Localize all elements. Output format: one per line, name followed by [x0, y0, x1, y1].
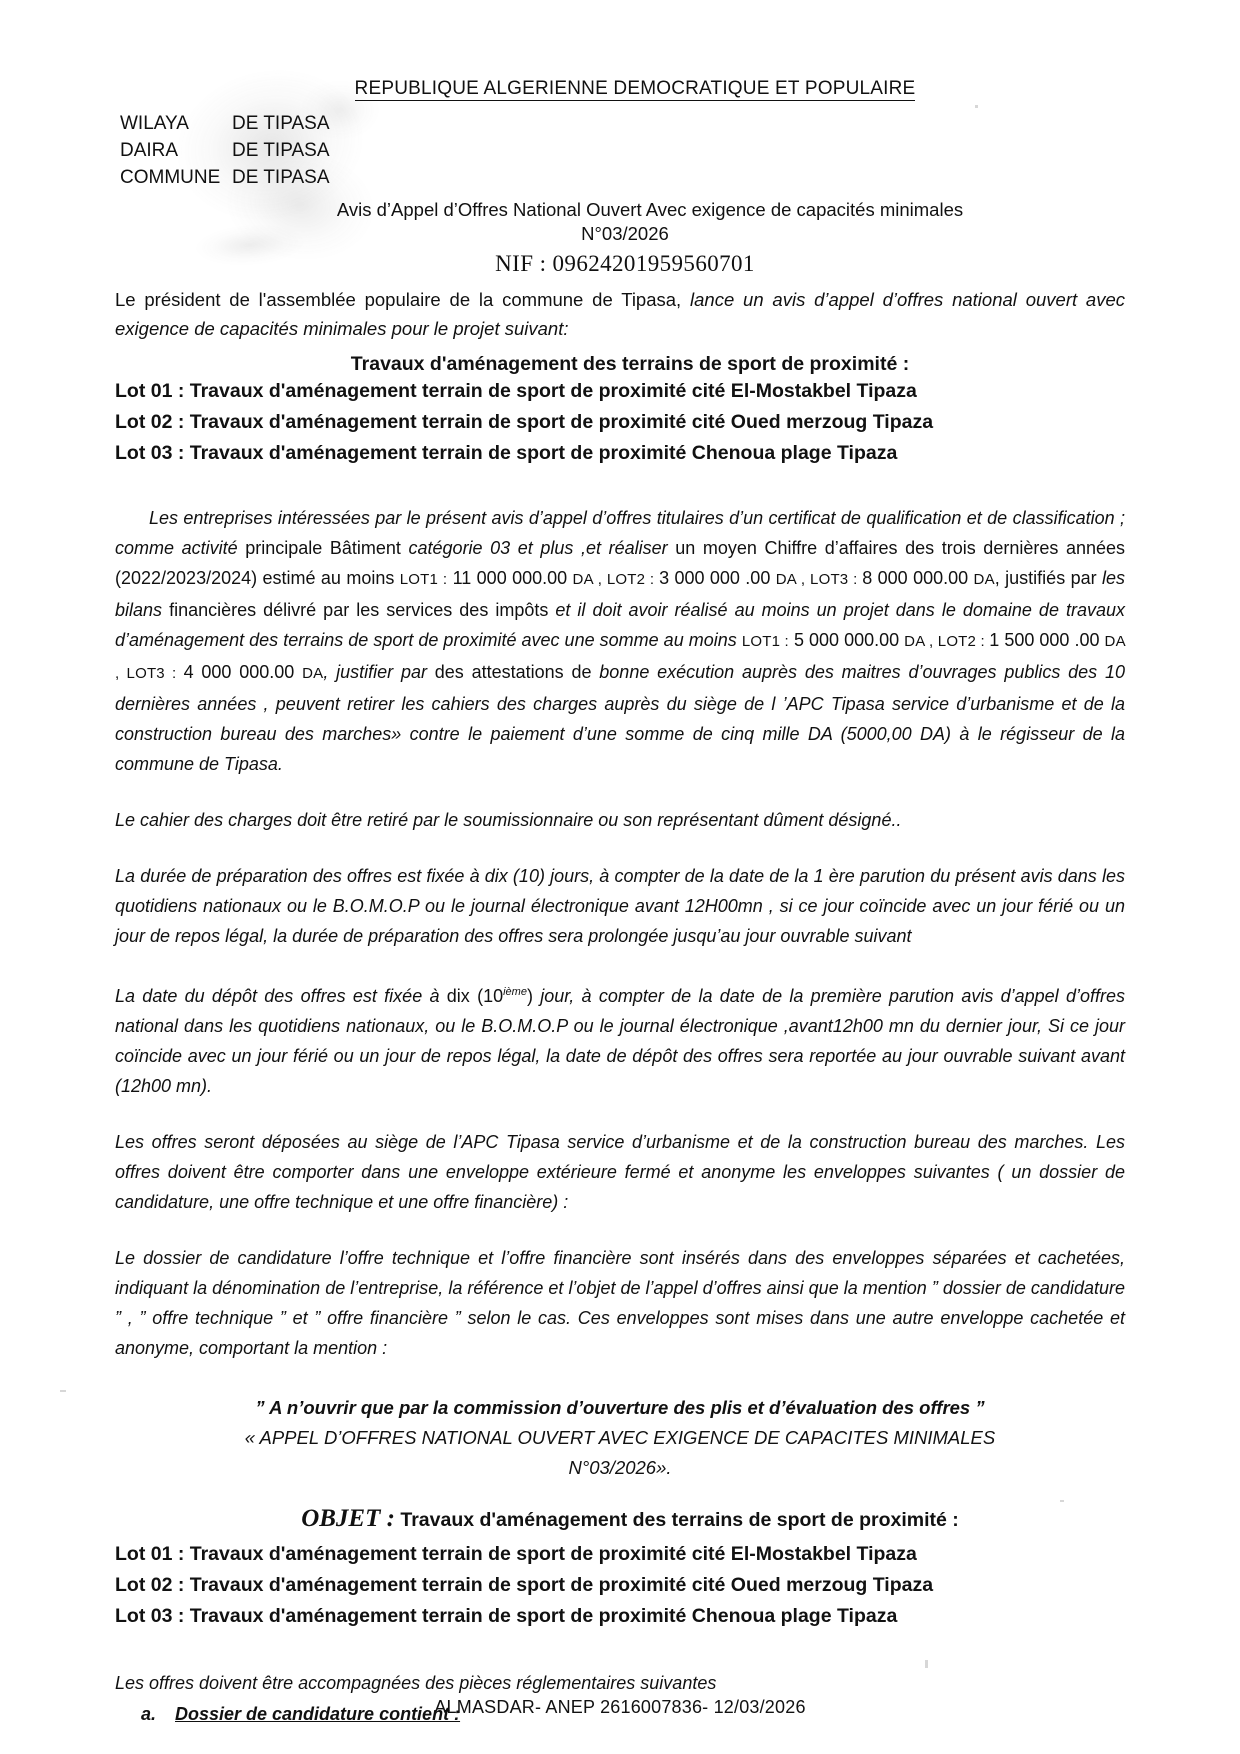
deposit-ordinal-superscript: ième [503, 986, 527, 998]
envelope-mention-line-2: « APPEL D’OFFRES NATIONAL OUVERT AVEC EXIGENCE DE CAPACITES MINIMALES [244, 1427, 996, 1448]
project-lot-3: Lot 03 : Travaux d'aménagement terrain de sport de proximité Chenoua plage Tipaza [115, 442, 898, 464]
intro-italic-part: lance un avis d’appel d’offres national ouvert avec exigence de capacités minimales pour le projet suivant: [115, 289, 1126, 339]
objet-heading [115, 1505, 1125, 1533]
project-lot-1: Lot 01 : Travaux d'aménagement terrain de sport de proximité cité El-Mostakbel Tipaza [115, 380, 917, 402]
admin-label-wilaya: WILAYA [120, 113, 189, 134]
envelope-mention-block [115, 1393, 1125, 1483]
currency-da: DA [1104, 633, 1125, 650]
deposit-seg-d: jour, à compter de la date de la première parution avis d’appel d’offres national dans les quotidiens nationaux, ou le B.O.M.O.P ou le journal électronique ,avant12h00 mn du dernier jour, Si ce jour coïncide avec un jour férié ou un jour de repos légal, la date de dépôt des offres sera reportée au jour ouvrable suivant avant (12h00 mn). [115, 986, 1125, 1096]
item-letter: a. [141, 1704, 157, 1724]
conditions-seg9: , justifier par [323, 662, 435, 682]
preparation-duration-paragraph: La durée de préparation des offres est fixée à dix (10) jours, à compter de la date de la 1 ère parution du présent avis dans les quotidiens nationaux ou le B.O.M.O.P ou le journal électronique avant 12H00mn , si ce jour coïncide avec un jour férié ou un jour de repos légal, la durée de préparation des offres sera prolongée jusqu’au jour ouvrable suivant [115, 866, 1125, 946]
conditions-seg4: un moyen Chiffre d’affaires des trois dernières années (2022/2023/2024) estimé au moins [115, 538, 1126, 588]
objet-lot-1: Lot 01 : Travaux d'aménagement terrain de sport de proximité cité El-Mostakbel Tipaza [115, 1543, 917, 1565]
candidature-file-item [115, 1704, 1125, 1725]
conditions-seg10: des attestations de [434, 662, 600, 682]
deposit-seg-a: La date du dépôt des offres est fixée à [115, 986, 447, 1006]
lot3-label-turnover: , LOT3 : [796, 571, 863, 588]
document-body [115, 503, 1125, 1725]
conditions-paragraph [115, 503, 1125, 779]
conditions-seg5: , justifiés par [994, 568, 1102, 588]
lot2-label-turnover: , LOT2 : [592, 571, 660, 588]
objet-lots-list [115, 1539, 1125, 1632]
project-lot-2: Lot 02 : Travaux d'aménagement terrain de sport de proximité cité Oued merzoug Tipaza [115, 411, 934, 433]
conditions-seg3: catégorie 03 et plus ,et réaliser [400, 538, 676, 558]
objet-lot-2: Lot 02 : Travaux d'aménagement terrain de sport de proximité cité Oued merzoug Tipaza [115, 1574, 934, 1596]
intro-roman-part: Le président de l'assemblée populaire de la commune de Tipasa, [115, 289, 682, 310]
lot1-amount-turnover: 11 000 000.00 [447, 568, 573, 588]
conditions-seg2: principale Bâtiment [245, 538, 401, 558]
project-title: Travaux d'aménagement des terrains de sport de proximité : [350, 353, 910, 375]
conditions-seg1: Les entreprises intéressées par le présent avis d’appel d’offres titulaires d’un certificat de qualification et de classification ; comme activité [115, 508, 1125, 558]
closing-intro-text: Les offres doivent être accompagnées des pièces réglementaires suivantes [115, 1673, 717, 1693]
lot3-amount-turnover: 8 000 000.00 [862, 568, 974, 588]
lot2-amount-project: 1 500 000 .00 [989, 630, 1105, 650]
objet-keyword: OBJET : [301, 1505, 395, 1532]
offers-submission-paragraph: Les offres seront déposées au siège de l’APC Tipasa service d’urbanisme et de la construction bureau des marches. Les offres doivent être comporter dans une enveloppe extérieure fermé et anonyme les enveloppes suivantes ( un dossier de candidature, une offre technique et une offre financière) : [115, 1132, 1125, 1212]
envelopes-paragraph: Le dossier de candidature l’offre technique et l’offre financière sont insérés dans des enveloppes séparées et cachetées, indiquant la dénomination de l’entreprise, la référence et l’objet de l’appel d’offres ainsi que la mention ” dossier de candidature ” , ” offre technique ” et ” offre financière ” selon le cas. Ces enveloppes sont mises dans une autre enveloppe cachetée et anonyme, comportant la mention : [115, 1248, 1125, 1358]
footer-reference: ALMASDAR- ANEP 2616007836- 12/03/2026 [434, 1697, 806, 1717]
nif-number: NIF : 09624201959560701 [495, 251, 755, 276]
admin-value-daira: DE TIPASA [232, 140, 330, 161]
republic-heading [30, 0, 1240, 100]
notice-title: Avis d’Appel d’Offres National Ouvert Avec exigence de capacités minimales [336, 199, 964, 220]
lot2-amount-turnover: 3 000 000 .00 [659, 568, 776, 588]
conditions-seg6: les bilans [115, 568, 1126, 620]
admin-value-wilaya: DE TIPASA [232, 113, 330, 134]
conditions-seg7: financières délivré par les services des impôts [169, 600, 556, 620]
deposit-seg-b: dix (10 [446, 986, 504, 1006]
conditions-seg11: bonne exécution auprès des maitres d’ouvrages publics des 10 dernières années , peuvent retirer les cahiers des charges auprès du siège de l ’APC Tipasa service d’urbanisme et de la construction bureau des marches» contre le paiement d’une somme de cinq mille DA (5000,00 DA) à le régisseur de la commune de Tipasa. [115, 662, 1125, 774]
currency-da: DA [904, 633, 925, 650]
envelope-mention-line-3: N°03/2026». [568, 1457, 672, 1478]
cahier-charges-paragraph: Le cahier des charges doit être retiré par le soumissionnaire ou son représentant dûment désigné.. [115, 810, 902, 830]
objet-lot-3: Lot 03 : Travaux d'aménagement terrain de sport de proximité Chenoua plage Tipaza [115, 1605, 898, 1627]
lot1-label-project: LOT1 : [741, 633, 789, 650]
intro-paragraph [115, 285, 1125, 343]
deposit-seg-c: ) [526, 986, 533, 1006]
republic-heading-text: REPUBLIQUE ALGERIENNE DEMOCRATIQUE ET POPULAIRE [354, 78, 916, 99]
currency-da: DA [302, 665, 324, 682]
currency-da: DA [775, 571, 797, 588]
admin-value-commune: DE TIPASA [232, 167, 330, 188]
currency-da: DA [572, 571, 593, 588]
admin-row-daira [120, 137, 1240, 164]
notice-number: N°03/2026 [581, 223, 669, 244]
conditions-seg8: et il doit avoir réalisé au moins un projet dans le domaine de travaux d’aménagement des terrains de sport de proximité avec une somme au moins [115, 600, 1126, 650]
document-header [0, 0, 1240, 277]
item-label: Dossier de candidature contient : [175, 1704, 461, 1724]
currency-da: DA [973, 571, 995, 588]
objet-title: Travaux d'aménagement des terrains de sport de proximité : [394, 1509, 959, 1531]
lot3-label-project: , LOT3 : [115, 665, 184, 682]
admin-row-wilaya [120, 110, 1240, 137]
deposit-date-paragraph [115, 977, 1125, 1101]
scan-speck [60, 1390, 66, 1392]
lot1-amount-project: 5 000 000.00 [788, 630, 905, 650]
envelope-mention-line-1: ” A n’ouvrir que par la commission d’ouverture des plis et d’évaluation des offres ” [255, 1397, 985, 1418]
lot1-label-turnover: LOT1 : [399, 571, 448, 588]
admin-row-commune [120, 164, 1240, 191]
lot3-amount-project: 4 000 000.00 [183, 662, 303, 682]
admin-label-commune: COMMUNE [120, 167, 221, 188]
admin-label-daira: DAIRA [120, 140, 179, 161]
administrative-block [0, 110, 1240, 191]
lot2-label-project: , LOT2 : [924, 633, 990, 650]
